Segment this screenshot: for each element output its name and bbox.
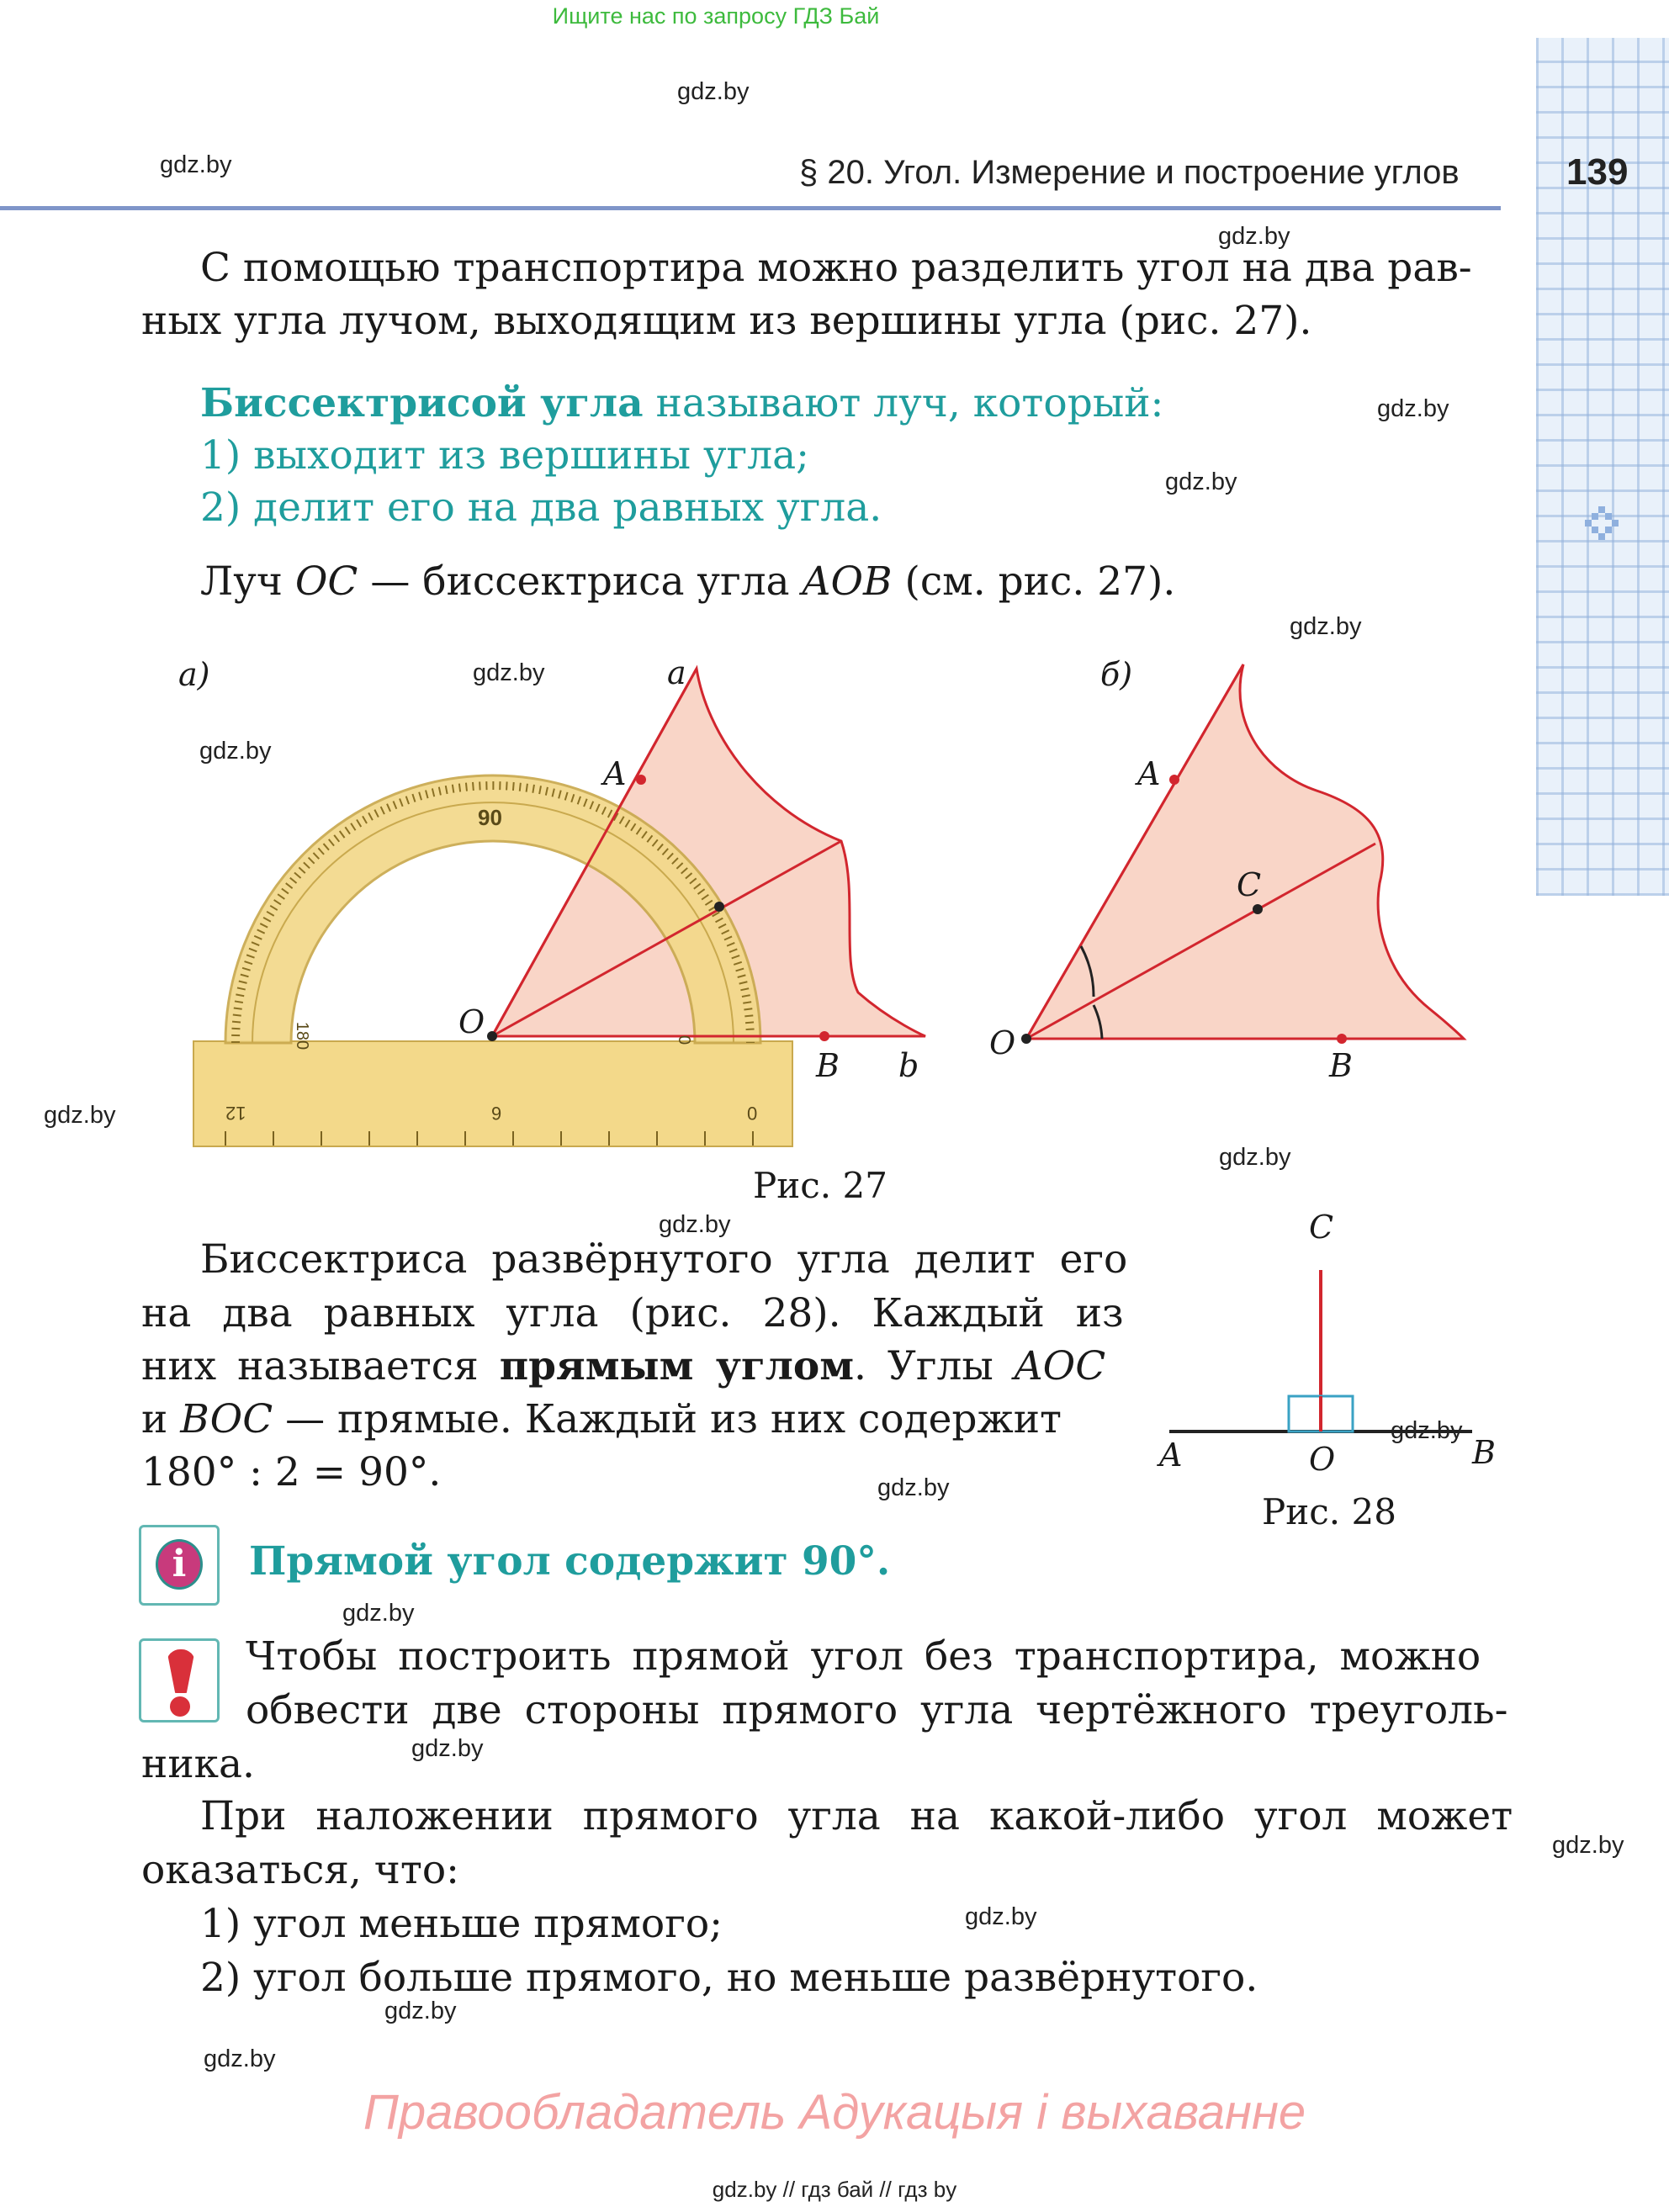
point-label-o-b: O bbox=[989, 1024, 1016, 1061]
point-b bbox=[819, 1031, 829, 1041]
point-label-c-28: C bbox=[1309, 1209, 1334, 1246]
figure-28 bbox=[1152, 1245, 1472, 1455]
watermark[interactable]: gdz.by bbox=[1219, 1144, 1291, 1171]
point-o bbox=[487, 1031, 497, 1041]
text: Луч bbox=[200, 558, 295, 605]
watermark[interactable]: gdz.by bbox=[1552, 1832, 1624, 1859]
straight-angle-line bbox=[141, 1393, 1062, 1446]
ruler-label-12: 12 bbox=[225, 1103, 246, 1124]
overlay-item: 1) угол меньше прямого; bbox=[200, 1901, 723, 1947]
watermark[interactable]: gdz.by bbox=[1377, 395, 1449, 422]
watermark[interactable]: gdz.by bbox=[473, 659, 545, 686]
point-label-b: B bbox=[816, 1047, 840, 1084]
point-label-b-28: B bbox=[1472, 1434, 1496, 1471]
definition-term: Биссектрисой угла bbox=[200, 380, 644, 426]
copyright-watermark: Правообладатель Адукацыя і выхаванне bbox=[363, 2085, 1306, 2140]
ray-name: OC bbox=[294, 558, 358, 605]
angle-name: AOB bbox=[802, 558, 893, 605]
overlay-line: При наложении прямого угла на какой-либо угол может bbox=[200, 1793, 1513, 1839]
figure-27-caption: Рис. 27 bbox=[753, 1165, 887, 1206]
point-label-a-b: A bbox=[1137, 755, 1161, 792]
watermark[interactable]: gdz.by bbox=[44, 1102, 116, 1129]
text: и bbox=[141, 1396, 181, 1442]
watermark[interactable]: gdz.by bbox=[659, 1211, 731, 1238]
term-right-angle: прямым углом bbox=[499, 1343, 855, 1389]
point-o-b bbox=[1021, 1034, 1031, 1044]
figure-28-caption: Рис. 28 bbox=[1262, 1491, 1396, 1532]
watermark[interactable]: gdz.by bbox=[677, 78, 750, 105]
figure-label-b: б) bbox=[1100, 656, 1133, 693]
figure-label-a: а) bbox=[178, 656, 210, 693]
point-label-b-b: B bbox=[1329, 1047, 1353, 1084]
point-c bbox=[1253, 904, 1263, 914]
angle-name: AOC bbox=[1014, 1343, 1106, 1389]
point-label-a: A bbox=[603, 755, 627, 792]
point-label-o: O bbox=[458, 1003, 485, 1040]
protractor-label-180: 180 bbox=[293, 1021, 312, 1050]
warning-line: обвести две стороны прямого угла чертёжного треуголь- bbox=[246, 1687, 1508, 1733]
warning-icon-dot bbox=[170, 1696, 190, 1717]
warning-icon-mark bbox=[167, 1649, 195, 1693]
point-on-bisector bbox=[714, 902, 724, 912]
watermark[interactable]: gdz.by bbox=[877, 1474, 950, 1501]
straight-angle-line: 180° : 2 = 90°. bbox=[141, 1449, 442, 1495]
watermark[interactable]: gdz.by bbox=[199, 738, 272, 765]
angle-name: BOC bbox=[180, 1396, 273, 1442]
text: (см. рис. 27). bbox=[892, 558, 1176, 605]
protractor-label-90: 90 bbox=[478, 805, 502, 830]
straight-angle-line bbox=[141, 1340, 1105, 1393]
text: — прямые. Каждый из них содержит bbox=[273, 1396, 1062, 1442]
point-label-o-28: O bbox=[1309, 1441, 1336, 1478]
page-number: 139 bbox=[1566, 151, 1629, 193]
footer-links[interactable]: gdz.by // гдз бай // гдз by bbox=[712, 2177, 957, 2202]
definition-rest: называют луч, который: bbox=[643, 380, 1164, 426]
straight-angle-line: Биссектриса развёрнутого угла делит его bbox=[200, 1236, 1128, 1283]
watermark[interactable]: gdz.by bbox=[342, 1600, 415, 1627]
section-title: § 20. Угол. Измерение и построение углов bbox=[799, 154, 1460, 191]
ruler-label-6: 6 bbox=[491, 1103, 502, 1124]
point-b-b bbox=[1337, 1034, 1347, 1044]
watermark[interactable]: gdz.by bbox=[160, 151, 232, 178]
protractor-label-0: 0 bbox=[676, 1035, 696, 1045]
point-a bbox=[636, 775, 646, 785]
text: них называется bbox=[141, 1343, 500, 1389]
overlay-line: оказаться, что: bbox=[141, 1847, 459, 1893]
watermark[interactable]: gdz.by bbox=[1290, 613, 1362, 640]
watermark[interactable]: gdz.by bbox=[1391, 1417, 1463, 1444]
intro-line: С помощью транспортира можно разделить угол на два рав- bbox=[200, 245, 1472, 291]
watermark[interactable]: gdz.by bbox=[965, 1903, 1037, 1930]
ruler-label-0: 0 bbox=[747, 1103, 758, 1124]
info-icon bbox=[139, 1525, 220, 1606]
overlay-item: 2) угол больше прямого, но меньше развёрнутого. bbox=[200, 1955, 1258, 2001]
top-banner[interactable]: Ищите нас по запросу ГДЗ Бай bbox=[552, 3, 880, 29]
point-a-b bbox=[1169, 775, 1179, 785]
point-label-a-28: A bbox=[1159, 1437, 1183, 1474]
watermark[interactable]: gdz.by bbox=[1218, 223, 1290, 250]
info-icon-glyph: i bbox=[172, 1543, 187, 1585]
warning-line: ника. bbox=[141, 1741, 255, 1787]
ruler bbox=[193, 1041, 792, 1146]
watermark[interactable]: gdz.by bbox=[204, 2045, 276, 2072]
text: — биссектриса угла bbox=[358, 558, 803, 605]
point-label-c: C bbox=[1237, 866, 1262, 903]
watermark[interactable]: gdz.by bbox=[1165, 468, 1237, 495]
ray-label-a: a bbox=[667, 654, 686, 691]
ray-label-b: b bbox=[898, 1047, 919, 1084]
definition-item: 2) делит его на два равных угла. bbox=[200, 484, 882, 531]
straight-angle-line: на два равных угла (рис. 28). Каждый из bbox=[141, 1290, 1124, 1336]
text: . Углы bbox=[854, 1343, 1015, 1389]
info-text: Прямой угол содержит 90°. bbox=[249, 1538, 891, 1585]
warning-line: Чтобы построить прямой угол без транспортира, можно bbox=[246, 1633, 1481, 1680]
watermark[interactable]: gdz.by bbox=[411, 1735, 484, 1762]
watermark[interactable]: gdz.by bbox=[384, 1998, 457, 2024]
intro-line: ных угла лучом, выходящим из вершины угла (рис. 27). bbox=[141, 298, 1312, 344]
definition-item: 1) выходит из вершины угла; bbox=[200, 432, 810, 479]
warning-icon bbox=[139, 1638, 220, 1723]
